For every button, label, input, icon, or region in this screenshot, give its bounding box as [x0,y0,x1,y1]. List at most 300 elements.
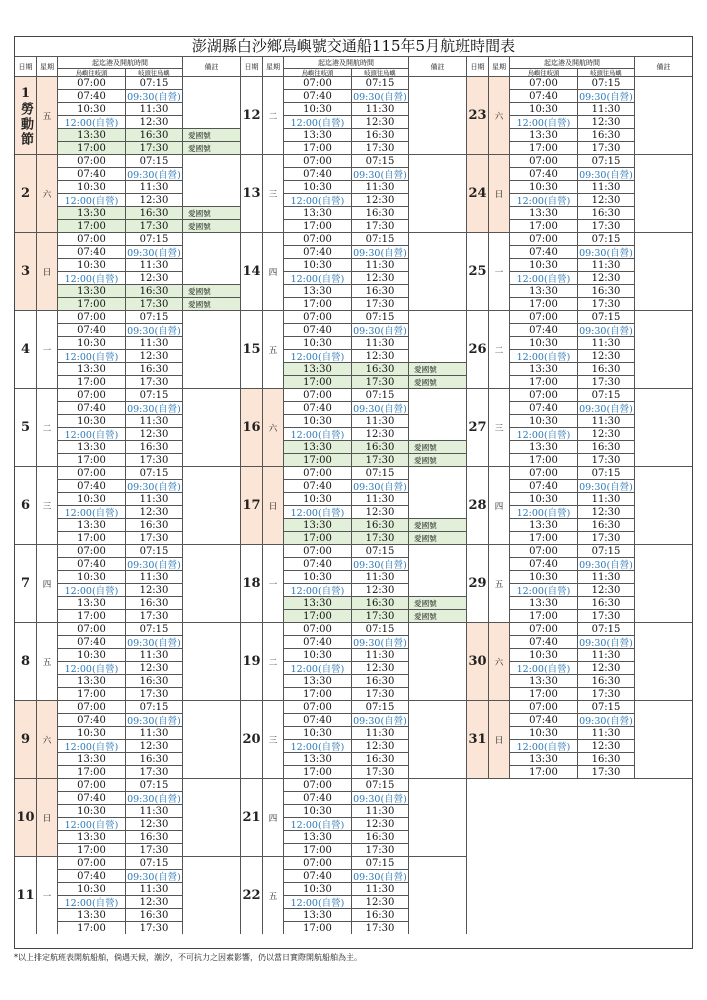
departure-qitou: 09:30(自營) [125,479,182,492]
departure-niaoyu: 13:30 [57,128,125,141]
departure-niaoyu: 13:30 [57,440,125,453]
departure-niaoyu: 13:30 [283,830,351,843]
departure-qitou: 12:30 [351,661,408,674]
departure-niaoyu: 17:00 [509,531,577,544]
departure-qitou: 16:30 [125,206,182,219]
departure-niaoyu: 10:30 [283,648,351,661]
departure-niaoyu: 12:00(自營) [509,505,577,518]
departure-niaoyu: 07:00 [509,388,577,401]
day-date: 13 [240,154,262,232]
departure-niaoyu: 07:00 [509,700,577,713]
departure-niaoyu: 13:30 [283,908,351,921]
departure-niaoyu: 12:00(自營) [509,661,577,674]
departure-qitou: 12:30 [351,115,408,128]
ship-note: 愛國號 [408,375,466,388]
departure-qitou: 11:30 [351,336,408,349]
day-date: 23 [466,76,488,154]
departure-niaoyu: 13:30 [509,674,577,687]
day-date: 7 [14,544,36,622]
departure-qitou: 12:30 [577,427,634,440]
departure-niaoyu: 10:30 [509,570,577,583]
departure-niaoyu: 07:40 [509,167,577,180]
departure-niaoyu: 10:30 [509,726,577,739]
departure-niaoyu: 13:30 [57,830,125,843]
departure-qitou: 07:15 [351,310,408,323]
departure-qitou: 11:30 [351,648,408,661]
notes-cell [634,154,692,232]
ship-note: 愛國號 [408,362,466,375]
departure-qitou: 09:30(自營) [125,791,182,804]
notes-cell [634,232,692,310]
notes-cell [182,544,240,622]
departure-niaoyu: 12:00(自營) [57,349,125,362]
ship-note: 愛國號 [408,518,466,531]
day-weekday: 五 [262,856,283,934]
departure-niaoyu: 10:30 [509,102,577,115]
departure-niaoyu: 17:00 [509,375,577,388]
departure-niaoyu: 12:00(自營) [283,661,351,674]
day-date: 6 [14,466,36,544]
day-weekday: 四 [488,466,509,544]
departure-niaoyu: 13:30 [283,518,351,531]
departure-qitou: 09:30(自營) [125,401,182,414]
day-weekday: 六 [36,700,57,778]
departure-qitou: 16:30 [577,518,634,531]
departure-qitou: 17:30 [577,609,634,622]
departure-niaoyu: 12:00(自營) [57,661,125,674]
departure-niaoyu: 10:30 [283,804,351,817]
departure-qitou: 09:30(自營) [125,89,182,102]
day-weekday: 日 [488,154,509,232]
day-weekday: 一 [262,544,283,622]
departure-qitou: 11:30 [577,414,634,427]
departure-qitou: 11:30 [351,414,408,427]
departure-qitou: 09:30(自營) [577,167,634,180]
ship-note: 愛國號 [182,297,240,310]
day-date: 14 [240,232,262,310]
day-date: 9 [14,700,36,778]
departure-qitou: 12:30 [125,115,182,128]
departure-qitou: 11:30 [351,882,408,895]
departure-niaoyu: 10:30 [57,102,125,115]
departure-niaoyu: 10:30 [509,180,577,193]
departure-qitou: 09:30(自營) [125,635,182,648]
departure-niaoyu: 07:00 [57,856,125,869]
departure-niaoyu: 17:00 [57,687,125,700]
departure-qitou: 12:30 [577,505,634,518]
page-title: 澎湖縣白沙鄉鳥嶼號交通船115年5月航班時間表 [191,37,516,55]
departure-qitou: 12:30 [351,505,408,518]
departure-qitou: 12:30 [125,817,182,830]
departure-niaoyu: 13:30 [509,518,577,531]
ship-note: 愛國號 [182,284,240,297]
departure-qitou: 12:30 [351,583,408,596]
departure-niaoyu: 07:40 [509,401,577,414]
departure-qitou: 17:30 [125,375,182,388]
departure-qitou: 16:30 [351,674,408,687]
departure-qitou: 07:15 [351,856,408,869]
day-date: 18 [240,544,262,622]
departure-niaoyu: 12:00(自營) [283,739,351,752]
departure-qitou: 12:30 [351,193,408,206]
departure-qitou: 16:30 [351,362,408,375]
departure-qitou: 12:30 [125,739,182,752]
departure-niaoyu: 07:00 [509,622,577,635]
notes-cell [408,310,466,362]
departure-qitou: 09:30(自營) [351,713,408,726]
departure-niaoyu: 17:00 [509,765,577,778]
day-weekday: 三 [262,154,283,232]
notes-cell [634,388,692,466]
departure-qitou: 11:30 [351,570,408,583]
departure-qitou: 17:30 [125,687,182,700]
departure-qitou: 16:30 [351,596,408,609]
departure-niaoyu: 10:30 [283,570,351,583]
departure-niaoyu: 13:30 [57,284,125,297]
departure-niaoyu: 12:00(自營) [283,115,351,128]
departure-qitou: 07:15 [351,622,408,635]
departure-qitou: 11:30 [125,648,182,661]
departure-qitou: 07:15 [125,76,182,89]
day-weekday: 六 [488,622,509,700]
departure-qitou: 16:30 [351,908,408,921]
departure-qitou: 07:15 [577,544,634,557]
notes-cell [634,76,692,154]
departure-qitou: 07:15 [351,76,408,89]
header-niaoyu-to-qitou: 鳥嶼往岐頭 [283,68,351,76]
day-weekday: 六 [488,76,509,154]
departure-qitou: 17:30 [577,687,634,700]
ship-note: 愛國號 [408,531,466,544]
departure-qitou: 12:30 [125,661,182,674]
day-weekday: 二 [262,622,283,700]
departure-niaoyu: 12:00(自營) [283,193,351,206]
departure-qitou: 07:15 [351,466,408,479]
departure-qitou: 12:30 [577,583,634,596]
day-weekday: 二 [488,310,509,388]
notes-cell [408,544,466,596]
departure-niaoyu: 12:00(自營) [283,349,351,362]
departure-qitou: 16:30 [125,362,182,375]
departure-niaoyu: 10:30 [57,882,125,895]
departure-niaoyu: 07:40 [509,323,577,336]
departure-niaoyu: 13:30 [283,674,351,687]
departure-niaoyu: 17:00 [509,141,577,154]
departure-niaoyu: 17:00 [283,453,351,466]
departure-qitou: 17:30 [577,765,634,778]
departure-qitou: 16:30 [351,206,408,219]
departure-niaoyu: 07:40 [283,791,351,804]
notes-cell [408,76,466,154]
departure-niaoyu: 10:30 [509,414,577,427]
departure-niaoyu: 07:00 [57,310,125,323]
departure-niaoyu: 17:00 [509,687,577,700]
departure-qitou: 12:30 [125,349,182,362]
departure-qitou: 16:30 [577,752,634,765]
departure-qitou: 17:30 [351,453,408,466]
header-departure: 起迄港及開航時間 [509,56,634,68]
day-date: 30 [466,622,488,700]
departure-qitou: 07:15 [577,310,634,323]
departure-qitou: 07:15 [125,310,182,323]
day-weekday: 四 [36,544,57,622]
day-weekday: 四 [262,778,283,856]
departure-niaoyu: 17:00 [57,219,125,232]
departure-niaoyu: 07:00 [57,544,125,557]
departure-niaoyu: 12:00(自營) [509,349,577,362]
departure-qitou: 11:30 [577,180,634,193]
departure-qitou: 16:30 [351,284,408,297]
departure-qitou: 11:30 [125,492,182,505]
departure-niaoyu: 10:30 [57,726,125,739]
departure-qitou: 07:15 [125,700,182,713]
day-weekday: 一 [36,310,57,388]
notes-cell [634,700,692,778]
departure-qitou: 11:30 [125,726,182,739]
header-niaoyu-to-qitou: 鳥嶼往岐頭 [509,68,577,76]
departure-qitou: 17:30 [351,687,408,700]
header-weekday: 星期 [36,56,57,76]
departure-qitou: 09:30(自營) [577,479,634,492]
departure-niaoyu: 10:30 [283,492,351,505]
departure-qitou: 07:15 [351,778,408,791]
departure-niaoyu: 07:40 [57,479,125,492]
departure-qitou: 11:30 [125,882,182,895]
departure-qitou: 07:15 [351,232,408,245]
departure-niaoyu: 17:00 [509,219,577,232]
departure-niaoyu: 12:00(自營) [283,271,351,284]
departure-niaoyu: 07:40 [509,635,577,648]
day-weekday: 三 [262,700,283,778]
departure-qitou: 07:15 [125,154,182,167]
departure-niaoyu: 13:30 [57,908,125,921]
departure-niaoyu: 17:00 [283,843,351,856]
departure-niaoyu: 07:00 [283,700,351,713]
departure-niaoyu: 07:40 [57,167,125,180]
departure-niaoyu: 07:00 [57,622,125,635]
departure-niaoyu: 13:30 [509,128,577,141]
departure-qitou: 09:30(自營) [351,557,408,570]
departure-qitou: 11:30 [577,492,634,505]
departure-niaoyu: 17:00 [57,531,125,544]
departure-qitou: 07:15 [577,232,634,245]
departure-qitou: 07:15 [125,544,182,557]
departure-qitou: 11:30 [125,570,182,583]
departure-niaoyu: 12:00(自營) [509,115,577,128]
departure-niaoyu: 17:00 [57,375,125,388]
day-weekday: 六 [36,154,57,232]
ship-note: 愛國號 [408,440,466,453]
departure-qitou: 09:30(自營) [351,635,408,648]
departure-niaoyu: 07:40 [57,557,125,570]
departure-qitou: 11:30 [125,804,182,817]
departure-niaoyu: 12:00(自營) [57,271,125,284]
departure-qitou: 09:30(自營) [125,323,182,336]
departure-qitou: 17:30 [125,609,182,622]
departure-qitou: 11:30 [351,726,408,739]
departure-niaoyu: 07:00 [283,466,351,479]
day-date: 29 [466,544,488,622]
day-weekday: 三 [488,388,509,466]
departure-niaoyu: 12:00(自營) [283,817,351,830]
day-date: 22 [240,856,262,934]
notes-cell [182,388,240,466]
departure-qitou: 09:30(自營) [577,89,634,102]
departure-niaoyu: 12:00(自營) [509,193,577,206]
notes-cell [408,466,466,518]
header-notes: 備註 [182,56,240,76]
departure-qitou: 12:30 [125,895,182,908]
departure-niaoyu: 07:00 [509,154,577,167]
departure-niaoyu: 13:30 [283,284,351,297]
departure-qitou: 09:30(自營) [577,713,634,726]
departure-niaoyu: 17:00 [283,531,351,544]
departure-qitou: 12:30 [577,115,634,128]
departure-qitou: 11:30 [577,648,634,661]
departure-qitou: 16:30 [125,830,182,843]
day-date: 10 [14,778,36,856]
departure-qitou: 07:15 [351,154,408,167]
ship-note: 愛國號 [182,128,240,141]
day-weekday: 六 [262,388,283,466]
notes-cell [408,700,466,778]
departure-niaoyu: 07:40 [283,167,351,180]
departure-niaoyu: 13:30 [283,206,351,219]
departure-niaoyu: 10:30 [283,882,351,895]
departure-qitou: 12:30 [125,427,182,440]
departure-qitou: 16:30 [125,440,182,453]
departure-niaoyu: 13:30 [283,752,351,765]
day-date: 25 [466,232,488,310]
notes-cell [182,76,240,128]
departure-niaoyu: 10:30 [57,336,125,349]
departure-qitou: 16:30 [125,752,182,765]
departure-niaoyu: 13:30 [283,596,351,609]
holiday-label: 勞動節 [18,101,33,147]
day-weekday: 五 [262,310,283,388]
header-date: 日期 [466,56,488,76]
departure-qitou: 16:30 [125,674,182,687]
departure-qitou: 07:15 [577,466,634,479]
departure-niaoyu: 07:00 [57,154,125,167]
notes-cell [408,154,466,232]
day-date: 16 [240,388,262,466]
departure-qitou: 17:30 [351,219,408,232]
day-date: 4 [14,310,36,388]
header-qitou-to-niaoyu: 岐頭往鳥嶼 [351,68,408,76]
departure-qitou: 11:30 [351,804,408,817]
departure-niaoyu: 17:00 [283,297,351,310]
day-date: 20 [240,700,262,778]
day-weekday: 日 [36,232,57,310]
departure-qitou: 11:30 [351,180,408,193]
departure-qitou: 17:30 [125,141,182,154]
departure-niaoyu: 07:00 [283,778,351,791]
departure-qitou: 16:30 [577,674,634,687]
departure-qitou: 17:30 [577,141,634,154]
notes-cell [634,466,692,544]
day-weekday: 日 [262,466,283,544]
header-notes: 備註 [408,56,466,76]
departure-qitou: 11:30 [351,258,408,271]
departure-qitou: 11:30 [125,258,182,271]
departure-qitou: 07:15 [351,700,408,713]
departure-qitou: 09:30(自營) [125,557,182,570]
departure-niaoyu: 07:40 [57,89,125,102]
departure-qitou: 11:30 [577,570,634,583]
day-date: 15 [240,310,262,388]
departure-qitou: 12:30 [577,739,634,752]
day-date: 27 [466,388,488,466]
departure-qitou: 09:30(自營) [125,713,182,726]
day-weekday: 三 [36,466,57,544]
departure-niaoyu: 12:00(自營) [283,505,351,518]
departure-niaoyu: 10:30 [57,804,125,817]
departure-niaoyu: 12:00(自營) [283,895,351,908]
ship-note: 愛國號 [182,206,240,219]
departure-qitou: 09:30(自營) [577,557,634,570]
departure-qitou: 16:30 [577,128,634,141]
departure-niaoyu: 17:00 [283,219,351,232]
departure-niaoyu: 07:40 [509,713,577,726]
departure-niaoyu: 07:40 [283,635,351,648]
departure-niaoyu: 17:00 [57,297,125,310]
day-weekday: 五 [36,622,57,700]
departure-qitou: 07:15 [577,700,634,713]
ship-note: 愛國號 [408,609,466,622]
departure-niaoyu: 07:00 [283,622,351,635]
header-departure: 起迄港及開航時間 [283,56,408,68]
departure-niaoyu: 13:30 [57,752,125,765]
notes-cell [182,310,240,388]
departure-niaoyu: 10:30 [509,492,577,505]
header-niaoyu-to-qitou: 鳥嶼往岐頭 [57,68,125,76]
departure-niaoyu: 07:40 [283,89,351,102]
notes-cell [408,622,466,700]
departure-niaoyu: 12:00(自營) [57,739,125,752]
departure-niaoyu: 07:00 [283,310,351,323]
header-date: 日期 [240,56,262,76]
departure-niaoyu: 10:30 [57,648,125,661]
day-date: 5 [14,388,36,466]
group-bottom-edge [466,778,693,779]
departure-qitou: 12:30 [351,895,408,908]
departure-niaoyu: 13:30 [57,206,125,219]
departure-qitou: 17:30 [577,531,634,544]
day-weekday: 二 [36,388,57,466]
departure-niaoyu: 13:30 [509,362,577,375]
departure-niaoyu: 07:00 [57,76,125,89]
departure-niaoyu: 07:00 [283,544,351,557]
departure-qitou: 17:30 [125,765,182,778]
notes-cell [182,622,240,700]
departure-qitou: 07:15 [351,388,408,401]
departure-qitou: 17:30 [125,921,182,934]
departure-niaoyu: 13:30 [509,596,577,609]
departure-qitou: 17:30 [351,375,408,388]
header-weekday: 星期 [488,56,509,76]
departure-niaoyu: 17:00 [283,609,351,622]
ship-note: 愛國號 [182,219,240,232]
departure-niaoyu: 07:40 [57,713,125,726]
departure-niaoyu: 07:00 [57,388,125,401]
departure-qitou: 07:15 [125,622,182,635]
departure-qitou: 16:30 [351,128,408,141]
departure-qitou: 11:30 [125,180,182,193]
departure-niaoyu: 07:00 [57,778,125,791]
departure-qitou: 11:30 [577,336,634,349]
departure-qitou: 07:15 [125,388,182,401]
